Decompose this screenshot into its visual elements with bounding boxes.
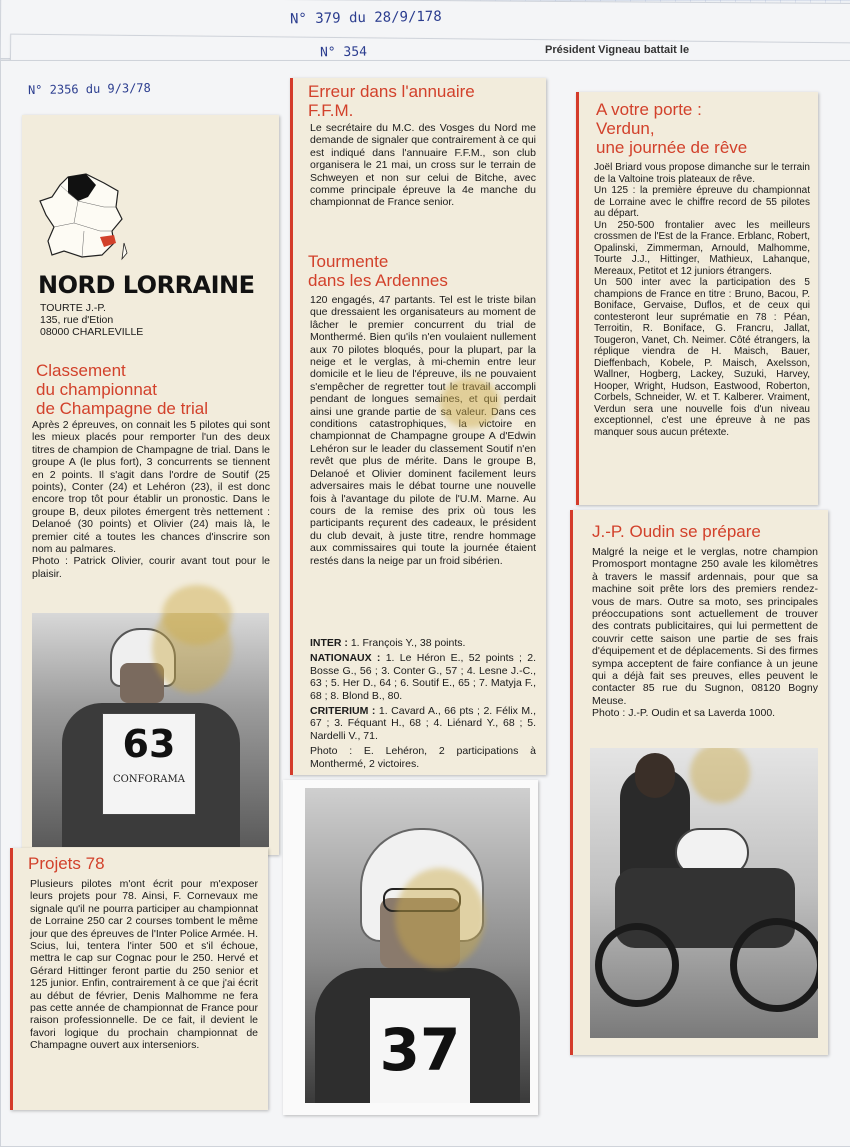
- race-bib: [370, 998, 470, 1103]
- article-body-projets: Plusieurs pilotes m'ont écrit pour m'exposer leurs projets pour 78. Ainsi, F. Cornevaux me signale qu'il ne pourra participer au championnat de Lorraine 250 car 2 courses tombent le même jour que des épreuves de l'Inter Police Armée. H. Scius, lui, tentera l'inter 500 et s'il échoue, mettra le cap sur Cognac pour le 250. Hervé et Gérard Hittinger feront partie du 250 senior et 125 junior. Enfin, contrairement à ce que j'ai écrit au début de février, Denis Malhomme ne fera pas cette année de championnat de France pour raison professionnelle. De ce fait, il devient le favori logique du prochain championnat de Champagne ouvert aux interseniors.: [30, 878, 258, 1052]
- red-rule: [10, 848, 13, 1110]
- clipping-fragment: Président Vigneau battait le: [545, 44, 690, 56]
- bib-sponsor: CONFORAMA: [113, 774, 185, 785]
- rider-head-graphic: [635, 753, 675, 798]
- results-criterium-text: 1. Cavard A., 66 pts ; 2. Félix M., 67 ; 3. Féquant H., 68 ; 4. Liénard Y., 68 ; 5. Nardelli V., 71.: [310, 705, 537, 742]
- stain: [440, 378, 500, 428]
- stain: [690, 748, 750, 803]
- clipping-verdun: [576, 92, 818, 505]
- rider-photo-63: [32, 613, 269, 847]
- results-criterium: [310, 705, 536, 742]
- clipping-erreur-tourmente: [290, 78, 546, 775]
- rider-photo-37: [305, 788, 530, 1103]
- clipping-oudin: [570, 510, 828, 1055]
- motorcycle-wheel-front: [730, 918, 818, 1012]
- article-body-classement: Après 2 épreuves, on connait les 5 pilotes qui sont les mieux placés pour remporter l'un des deux titres de champion de Champagne de trial. Dans le groupe A (le plus fort), 3 concurrents se tiennent en 2 points. Il s'agit dans l'ordre de Soutif (25 points), Conter (24) et Lehéron (23), il est donc encore trop tôt pour établir un pronostic. Dans le groupe B, deux pilotes émergent très nettement : Delanoé (30 points) et Olivier (24) mais là, le premier cité a toutes les chances d'inscrire son nom au palmares. Photo : Patrick Olivier, courir avant tout pour le plaisir.: [32, 419, 270, 580]
- results-inter: [310, 637, 536, 649]
- region-title: NORD LORRAINE: [38, 271, 255, 299]
- stain: [162, 585, 232, 645]
- clipping-projets-78: [10, 848, 268, 1110]
- handwritten-note: N° 379 du 28/9/178: [289, 8, 442, 28]
- bib-number: 37: [379, 1016, 461, 1084]
- article-headline-projets: Projets 78: [28, 854, 105, 873]
- article-body-oudin: Malgré la neige et le verglas, notre champion Promosport montagne 250 avale les kilomètres à travers le massif ardennais, pour que sa machine soit prête lors des premiers rendez-vous de mars. Outre sa moto, ses principales préoccupations sont actuellement de trouver des contrats publicitaires, qui lui permettent de couvrir cette saison une partie de ses frais d'équipement et de déplacements. Si des firmes sympa acceptent de faire confiance à un jeune qui a déjà fait ses preuves, elles peuvent le contacter 85 rue du Sugnon, 08120 Bogny Meuse. Photo : J.-P. Oudin et sa Laverda 1000.: [592, 546, 818, 720]
- handwritten-note: N° 2356 du 9/3/78: [27, 80, 151, 98]
- photo-caption-leheron: Photo : E. Lehéron, 2 participations à Monthermé, 2 victoires.: [310, 745, 536, 770]
- stain: [395, 868, 485, 968]
- article-headline-verdun: A votre porte : Verdun, une journée de rêve: [596, 100, 748, 157]
- article-headline-classement: Classement du championnat de Champagne de trial: [36, 361, 209, 418]
- bib-number: 63: [122, 722, 176, 766]
- results-nationaux-label: NATIONAUX :: [310, 652, 381, 665]
- results-block: [310, 634, 536, 770]
- red-rule: [576, 92, 579, 505]
- clipping-nord-lorraine: [22, 115, 279, 855]
- red-rule: [570, 510, 573, 1055]
- article-body-erreur: Le secrétaire du M.C. des Vosges du Nord me demande de signaler que contrairement à ce qui est indiqué dans l'annuaire F.F.M., son club organisera le 21 mai, un cross sur le terrain de Schweyen et non sur celui de Bitche, avec comme principale épreuve la 4e manche du championnat de France senior.: [310, 122, 536, 209]
- correspondent-address: TOURTE J.-P. 135, rue d'Etion 08000 CHARLEVILLE: [40, 302, 144, 338]
- article-body-tourmente: 120 engagés, 47 partants. Tel est le triste bilan que dressaient les organisateurs au moment de lâcher le premier concurrent du trial de Monthermé. Bien qu'ils n'en voulaient nullement aux 70 pilotes bloqués, pour la plupart, par la neige et le verglas, à mi-chemin entre leur domicile et le lieu de l'épreuve, ils ne pouvaient s'empêcher de regretter tout le travail accompli pendant de longues semaines, et qui perdait ainsi une grande partie de sa valeur. Dans ces conditions catastrophiques, la victoire en championnat de Champagne groupe A d'Edwin Lehéron sur le leader du classement Soutif n'en revêt que plus de mérite. Dans le groupe B, Delanoé et Olivier dominent facilement leurs adversaires mais le débat tourne une nouvelle fois à l'avantage du pilote de l'U.M. Marne. Au cours de la remise des prix où tous les participants reçurent des cadeaux, le président du club devait, à juste titre, rendre hommage aux commissaires qui toute la journée étaient restés dans la neige par un froid sibérien.: [310, 294, 536, 567]
- article-headline-tourmente: Tourmente dans les Ardennes: [308, 252, 448, 290]
- results-nationaux: [310, 652, 536, 702]
- motorcycle-wheel-rear: [595, 923, 679, 1007]
- france-map: [38, 171, 128, 261]
- results-nationaux-text: 1. Le Héron E., 52 points ; 2. Bosse G., 56 ; 3. Conter G., 57 ; 4. Lesne J.-C., 63 ; 5. Her D., 64 ; 6. Soutif E., 65 ; 7. Matyja F., 68 ; 8. Blond B., 80.: [310, 652, 536, 702]
- red-rule: [290, 78, 293, 775]
- race-bib: [102, 713, 196, 815]
- results-criterium-label: CRITERIUM :: [310, 705, 376, 718]
- article-body-verdun: Joël Briard vous propose dimanche sur le terrain de la Valtoine trois plateaux de rêve. Un 125 : la première épreuve du championnat de Lorraine avec le chiffre record de 55 pilotes au départ. Un 250-500 frontalier avec les meilleurs crossmen de l'Est de la France. Erblanc, Robert, Opalinski, Zimmerman, Arnould, Malhomme, Tourte J.J., Hittinger, Mathieux, Lahanque, Mereaux, Petitot et 12 juniors étrangers. Un 500 inter avec la participation des 5 champions de France en titre : Bruno, Bacou, P. Boniface, Gervaise, Duflos, et de ceux qui contesteront leur suprématie en 78 : Péan, Terroitin, R. Boniface, G. Francru, Jallat, Tougeron, Vanet, Ch. Neimer. Côté étrangers, la réplique viendra de H. Maisch, Bauer, Dieffenbach, Kobele, P. Maisch, Axelsson, Wallner, Hogberg, Lackey, Suzuki, Harvey, Hooper, Wright, Hudson, Eastwood, Roberton, Corbels, Schneider, W. et T. Kalberer. Vraiment, Verdun sera une nouvelle fois d'un niveau exceptionnel, c'est une épreuve à ne pas manquer sous aucun prétexte.: [594, 162, 810, 438]
- oudin-motorcycle-photo: [590, 748, 818, 1038]
- article-headline-erreur: Erreur dans l'annuaire F.F.M.: [308, 82, 475, 120]
- results-inter-label: INTER :: [310, 637, 348, 649]
- handwritten-note: N° 354: [319, 44, 368, 61]
- results-inter-text: 1. François Y., 38 points.: [350, 637, 466, 649]
- clipping-photo-37: [283, 780, 538, 1115]
- article-headline-oudin: J.-P. Oudin se prépare: [592, 522, 761, 541]
